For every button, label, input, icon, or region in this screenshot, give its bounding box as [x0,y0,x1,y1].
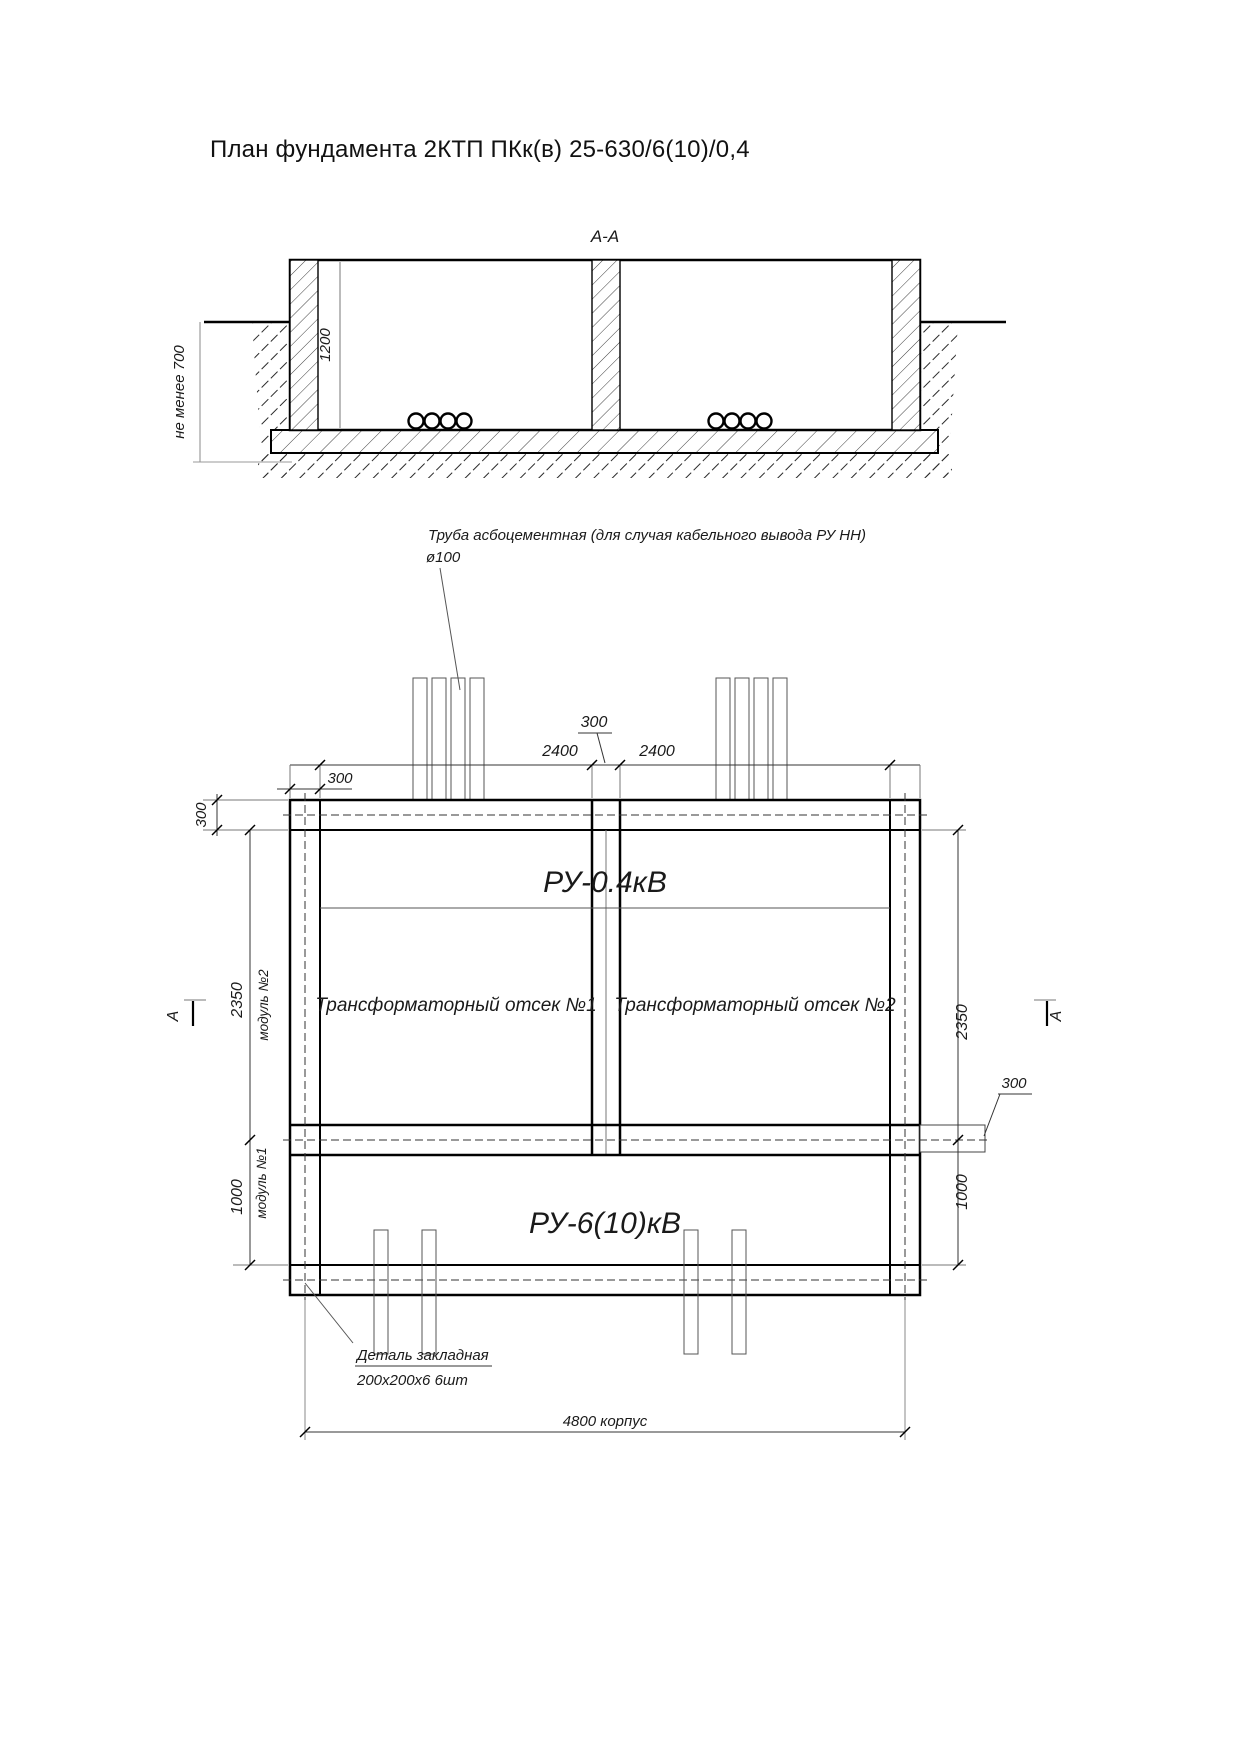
dim-300-center: 300 [580,714,608,731]
section-label: А-А [590,227,620,246]
dim-300-wall-top: 300 [193,802,210,828]
depth-note: не менее 700 [171,345,188,439]
dim-1000-left: 1000 [229,1179,246,1215]
room-t1-label: Трансформаторный отсек №1 [315,995,597,1016]
section-view [171,227,1006,478]
dim-1000-right: 1000 [954,1174,971,1210]
page-title: План фундамента 2КТП ПКк(в) 25-630/6(10)/0,4 [210,136,750,163]
bottom-dimension [300,1300,910,1440]
detail-note-line2: 200х200х6 6шт [357,1372,468,1389]
top-dimension [290,714,920,798]
dim-300-right: 300 [1001,1075,1027,1092]
section-marker-a-right: А [1048,1010,1065,1022]
left-module-dimensions [229,825,288,1270]
section-marker-right [1034,1000,1065,1026]
soil-under-slab [258,453,952,478]
room-t2-label: Трансформаторный отсек №2 [614,995,896,1016]
section-marker-a-left: А [165,1010,182,1022]
plan-view [165,527,1065,1440]
right-strip [920,1125,985,1152]
dim-300-wall-left: 300 [327,770,353,787]
room-ru610-label: РУ-6(10)кВ [528,1207,682,1240]
pipe-note-line2: ø100 [426,549,461,566]
dim-2350-left: 2350 [229,982,246,1018]
pipe-note-line1: Труба асбоцементная (для случая кабельного вывода РУ НН) [428,527,866,544]
detail-note [305,1283,492,1389]
dim-2400-right: 2400 [639,743,675,760]
dim-1200: 1200 [317,328,334,362]
module1-label: модуль №1 [254,1147,269,1219]
right-dimensions [922,825,1032,1270]
dim-2350-right: 2350 [954,1004,971,1040]
module2-label: модуль №2 [256,969,271,1041]
left-wall-dimension [277,770,353,794]
section-marker-left [165,1000,206,1026]
pipe-note [426,527,866,690]
room-ru04-label: РУ-0.4кВ [543,866,667,899]
detail-note-line1: Деталь закладная [357,1347,489,1364]
dim-2400-left: 2400 [542,743,578,760]
dim-4800: 4800 корпус [562,1413,648,1430]
foundation-slab [271,430,938,453]
